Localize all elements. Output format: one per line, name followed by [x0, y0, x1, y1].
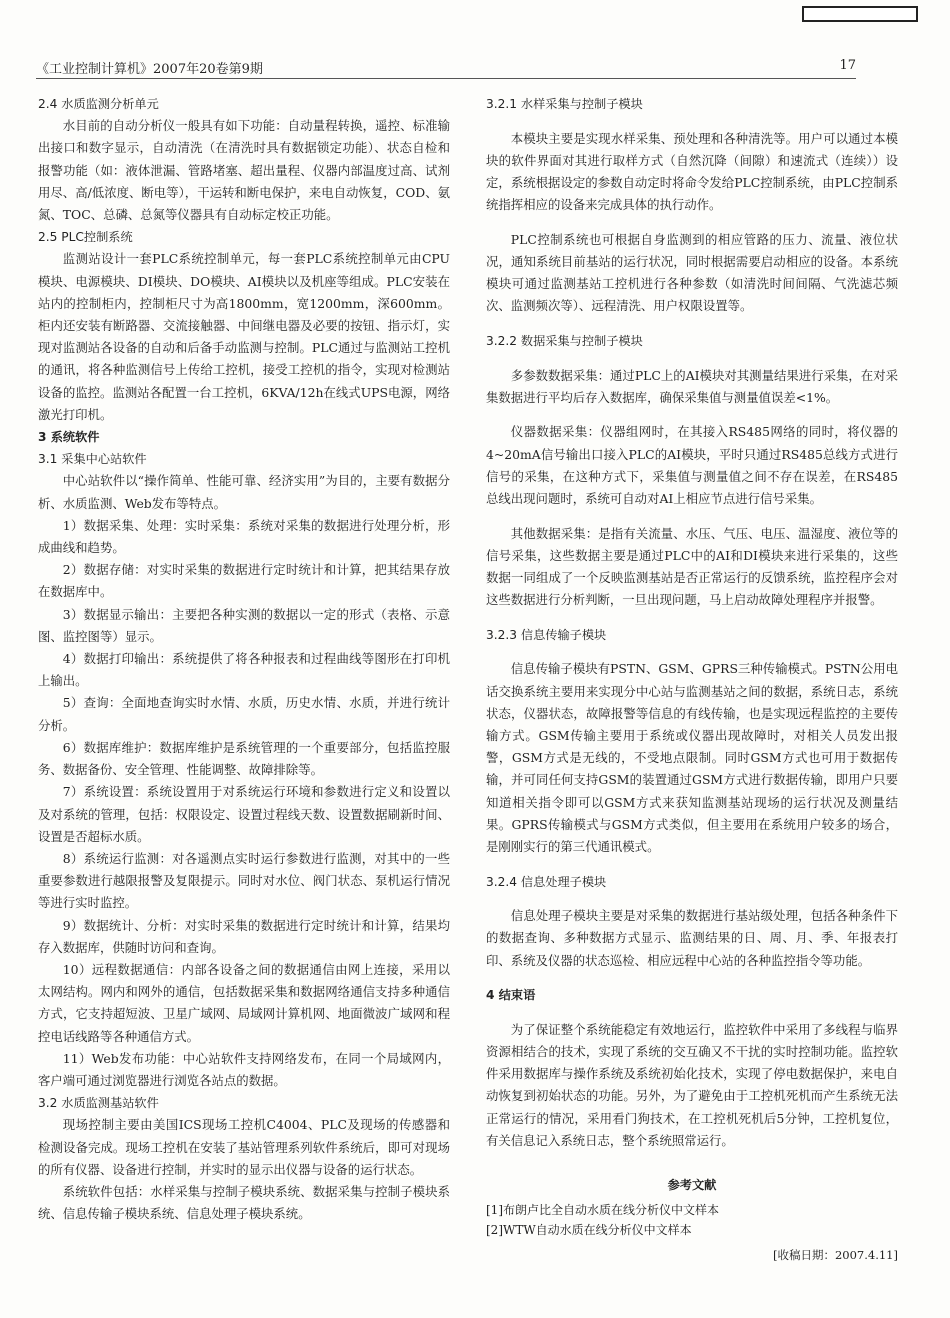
- paragraph: 水目前的自动分析仪一般具有如下功能：自动量程转换，遥控、标准输出接口和数字显示，自动清洗（在清洗时具有数据锁定功能）、状态自检和报警功能（如：液体泄漏、管路堵塞、超出量程、仪器内部温度过高、试剂用尽、高/低浓度、断电等），干运转和断电保护，来电自动恢复，COD、氨氮、TOC、总磷、总氮等仪器具有自动标定校正功能。: [38, 118, 450, 223]
- running-header: [36, 56, 856, 79]
- page-number: 17: [839, 58, 856, 73]
- paragraph: 2）数据存储：对实时采集的数据进行定时统计和计算，把其结果存放在数据库中。: [38, 562, 450, 600]
- paragraph: 仪器数据采集：仪器组网时，在其接入RS485网络的同时，将仪器的4~20mA信号输出口接入PLC的AI模块，平时只通过RS485总线方式进行信号的采集，在这种方式下，采集值与测量值之间不存在误差，在RS485总线出现问题时，系统可自动对AI上相应节点进行信号采集。: [486, 424, 898, 506]
- right-column-body: [486, 93, 898, 1152]
- section-heading: 4 结束语: [486, 988, 536, 1003]
- paragraph: 为了保证整个系统能稳定有效地运行，监控软件中采用了多线程与临界资源相结合的技术，实现了系统的交互确又不干扰的实时控制功能。监控软件采用数据库与操作系统及系统初始化技术，实现了停电数据保护，来电自动恢复到初始状态的功能。另外，为了避免由于工控机死机而产生系统无法正常运行的情况，采用看门狗技术，在工控机死机后5分钟，工控机复位，有关信息记入系统日志，整个系统照常运行。: [486, 1021, 898, 1148]
- paragraph: 11）Web发布功能：中心站软件支持网络发布，在同一个局域网内，客户端可通过浏览器进行浏览各站点的数据。: [38, 1050, 450, 1088]
- paragraph: 其他数据采集：是指有关流量、水压、气压、电压、温湿度、液位等的信号采集，这些数据主要是通过PLC中的AI和DI模块来进行采集的，这些数据一同组成了一个反映监测基站是否正常运行的反馈系统，监控程序会对这些数据进行分析判断，一旦出现问题，马上启动故障处理程序并报警。: [486, 525, 898, 608]
- subsection-heading: 3.1 采集中心站软件: [38, 452, 147, 467]
- left-column: [38, 93, 450, 1225]
- received-date: [收稿日期：2007.4.11]: [772, 1248, 898, 1263]
- paragraph: 5）查询：全面地查询实时水情、水质，历史水情、水质，并进行统计分析。: [38, 695, 450, 733]
- subsection-heading: 3.2 水质监测基站软件: [38, 1096, 159, 1111]
- paragraph: 中心站软件以“操作简单、性能可靠、经济实用”为目的，主要有数据分析、水质监测、Web发布等特点。: [38, 473, 450, 511]
- paragraph: 9）数据统计、分析：对实时采集的数据进行定时统计和计算，结果均存入数据库，供随时访问和查询。: [38, 917, 450, 955]
- reference-item-1: [1]布朗卢比全自动水质在线分析仪中文样本: [486, 1203, 719, 1218]
- right-column: [486, 93, 898, 1266]
- subsection-heading: 2.5 PLC控制系统: [38, 230, 133, 245]
- paragraph: 系统软件包括：水样采集与控制子模块系统、数据采集与控制子模块系统、信息传输子模块系统、信息处理子模块系统。: [38, 1183, 450, 1222]
- paragraph: 信息传输子模块有PSTN、GSM、GPRS三种传输模式。PSTN公用电话交换系统主要用来实现分中心站与监测基站之间的数据，系统日志，系统状态，仪器状态，故障报警等信息的有线传输，也是实现远程监控的主要传输方式。GSM传输主要用于系统或仪器出现故障时，对相关人员发出报警，GSM方式是无线的，不受地点限制。同时GSM方式也可用于数据传输，并可同任何支持GSM的装置通过GSM方式进行数据传输，即用户只要知道相关指令即可以GSM方式来获知监测基站现场的运行状况及测量结果。GPRS传输模式与GSM方式类似，但主要用在系统用户较多的场合，是刚刚实行的第三代通讯模式。: [486, 661, 898, 855]
- paragraph: 4）数据打印输出：系统提供了将各种报表和过程曲线等图形在打印机上输出。: [38, 651, 450, 689]
- paragraph: 信息处理子模块主要是对采集的数据进行基站级处理，包括各种条件下的数据查询、多种数据方式显示、监测结果的日、周、月、季、年报表打印、系统及仪器的状态巡检、相应远程中心站的各种监控指令等功能。: [486, 908, 898, 968]
- paragraph: 3）数据显示输出：主要把各种实测的数据以一定的形式（表格、示意图、监控图等）显示。: [38, 606, 450, 644]
- references-title: 参考文献: [667, 1178, 717, 1193]
- paragraph: 1）数据采集、处理：实时采集：系统对采集的数据进行处理分析，形成曲线和趋势。: [38, 517, 450, 556]
- paragraph: 8）系统运行监测：对各遥测点实时运行参数进行监测，对其中的一些重要参数进行越限报警及复限提示。同时对水位、阀门状态、泵机运行情况等进行实时监控。: [38, 850, 450, 911]
- subsection-heading: 3.2.1 水样采集与控制子模块: [486, 97, 643, 111]
- paragraph: PLC控制系统也可根据自身监测到的相应管路的压力、流量、液位状况，通知系统目前基站的运行状况，同时根据需要启动相应的设备。本系统模块可通过监测基站工控机进行各种参数（如清洗时间间隔、气洗滤芯频次、监测频次等）、远程清洗、用户权限设置等。: [486, 231, 898, 314]
- paragraph: 现场控制主要由美国ICS现场工控机C4004、PLC及现场的传感器和检测设备完成。现场工控机在安装了基站管理系列软件系统后，即可对现场的所有仪器、设备进行控制，并实时的显示出仪器与设备的运行状态。: [38, 1117, 450, 1177]
- paragraph: 监测站设计一套PLC系统控制单元，每一套PLC系统控制单元由CPU模块、电源模块、DI模块、DO模块、AI模块以及机座等组成。PLC安装在站内的控制柜内，控制柜尺寸为高1800mm，宽1200mm，深600mm。柜内还安装有断路器、交流接触器、中间继电器及必要的按钮、指示灯，实现对监测站各设备的自动和后备手动监测与控制。PLC通过与监测站工控机的通讯，将各种监测信号上传给工控机，接受工控机的指令，实现对检测站设备的监控。监测站各配置一台工控机，6KVA/12h在线式UPS电源，网络激光打印机。: [38, 251, 450, 422]
- top-right-box: [802, 6, 918, 22]
- section-heading: 3 系统软件: [38, 430, 100, 445]
- paragraph: 多参数数据采集：通过PLC上的AI模块对其测量结果进行采集，在对采集数据进行平均后存入数据库，确保采集值与测量值误差<1%。: [486, 367, 898, 405]
- subsection-heading: 2.4 水质监测分析单元: [38, 97, 159, 111]
- subsection-heading: 3.2.4 信息处理子模块: [486, 874, 607, 889]
- paragraph: 本模块主要是实现水样采集、预处理和各种清洗等。用户可以通过本模块的软件界面对其进行取样方式（自然沉降（间隙）和速流式（连续））设定，系统根据设定的参数自动定时将命令发给PLC控制系统，由PLC控制系统指挥相应的设备来完成具体的执行动作。: [486, 130, 898, 213]
- subsection-heading: 3.2.3 信息传输子模块: [486, 627, 607, 642]
- journal-title: 《工业控制计算机》2007年20卷第9期: [36, 62, 263, 77]
- paragraph: 7）系统设置：系统设置用于对系统运行环境和参数进行定义和设置以及对系统的管理，包括：权限设定、设置过程线天数、设置数据刷新时间、设置是否超标水质。: [38, 784, 450, 844]
- paragraph: 6）数据库维护：数据库维护是系统管理的一个重要部分，包括监控服务、数据备份、安全管理、性能调整、故障排除等。: [38, 739, 450, 778]
- paragraph: 10）远程数据通信：内部各设备之间的数据通信由网上连接，采用以太网结构。网内和网外的通信，包括数据采集和数据网络通信支持多种通信方式，它支持超短波、卫星广域网、局域网计算机网、地面微波广域网和程控电话线路等各种通信方式。: [38, 961, 450, 1044]
- subsection-heading: 3.2.2 数据采集与控制子模块: [486, 334, 643, 348]
- reference-item-2: [2]WTW自动水质在线分析仪中文样本: [486, 1223, 692, 1238]
